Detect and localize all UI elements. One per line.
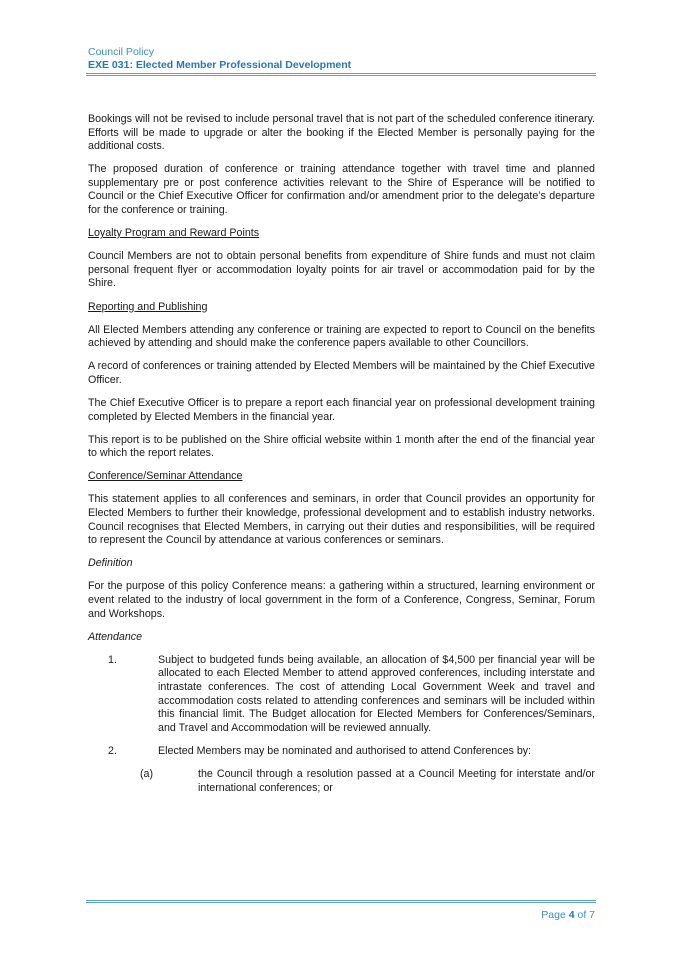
paragraph: A record of conferences or training attended by Elected Members will be maintained by the Chief Executive Officer. bbox=[88, 360, 595, 386]
paragraph: For the purpose of this policy Conference means: a gathering within a structured, learning environment or event related to the industry of local government in the form of a Conference, Congress, Seminar, Forum and Workshops. bbox=[88, 580, 595, 620]
document-body bbox=[88, 113, 595, 795]
list-text: Elected Members may be nominated and authorised to attend Conferences by: bbox=[158, 744, 532, 757]
paragraph: The Chief Executive Officer is to prepare a report each financial year on professional development training completed by Elected Members in the financial year. bbox=[88, 397, 595, 423]
page-label: Page bbox=[541, 909, 566, 921]
section-heading: Reporting and Publishing bbox=[88, 300, 208, 313]
page-number bbox=[541, 909, 595, 921]
list-marker: (a) bbox=[140, 767, 154, 780]
list-item bbox=[88, 745, 595, 759]
paragraph: All Elected Members attending any conference or training are expected to report to Council on the benefits achieved by attending and should make the conference papers available to other Councillors. bbox=[88, 323, 595, 350]
paragraph: Bookings will not be revised to include personal travel that is not part of the scheduled conference itinerary. Efforts will be made to upgrade or alter the booking if the Elected Member is personally paying for the additional costs. bbox=[88, 113, 595, 153]
page-current: 4 bbox=[568, 909, 575, 921]
header-divider bbox=[86, 73, 596, 76]
paragraph: The proposed duration of conference or training attendance together with travel time and planned supplementary pre or post conference activities relevant to the Shire of Esperance will be notified to Council or the Chief Executive Officer for confirmation and/or amendment prior to the delegate’s departure for the conference or training. bbox=[88, 163, 595, 217]
list-marker: 2. bbox=[108, 744, 117, 757]
header-policy-title: EXE 031: Elected Member Professional Development bbox=[88, 59, 352, 71]
paragraph: Council Members are not to obtain personal benefits from expenditure of Shire funds and must not claim personal frequent flyer or accommodation loyalty points for air travel or accommodation paid for by the Shire. bbox=[88, 250, 595, 290]
header-policy-type: Council Policy bbox=[88, 46, 154, 58]
page-total: of 7 bbox=[577, 909, 595, 921]
document-header bbox=[88, 46, 598, 72]
section-heading: Loyalty Program and Reward Points bbox=[88, 227, 260, 240]
list-text: the Council through a resolution passed at a Council Meeting for interstate and/or international conferences; or bbox=[198, 767, 595, 794]
paragraph: This statement applies to all conferences and seminars, in order that Council provides an opportunity for Elected Members to further their knowledge, professional development and to establish industry networks. Council recognises that Elected Members, in carrying out their duties and responsibilities, will be required to represent the Council by attendance at various conferences or seminars. bbox=[88, 493, 595, 547]
section-heading: Conference/Seminar Attendance bbox=[88, 470, 243, 483]
sub-list-item bbox=[88, 768, 595, 795]
subheading: Attendance bbox=[88, 630, 143, 643]
paragraph: This report is to be published on the Shire official website within 1 month after the end of the financial year to which the report relates. bbox=[88, 433, 595, 460]
list-text: Subject to budgeted funds being available, an allocation of $4,500 per financial year will be allocated to each Elected Member to attend approved conferences, including interstate and intrastate conferences. The cost of attending Local Government Week and travel and accommodation costs related to attending conferences and seminars will be included within this financial limit. The Budget allocation for Elected Members for Conferences/Seminars, and Travel and Accommodation will be reviewed annually. bbox=[158, 653, 595, 734]
footer-divider bbox=[86, 900, 596, 903]
list-marker: 1. bbox=[108, 653, 117, 666]
list-item bbox=[88, 654, 595, 736]
subheading: Definition bbox=[88, 557, 133, 570]
